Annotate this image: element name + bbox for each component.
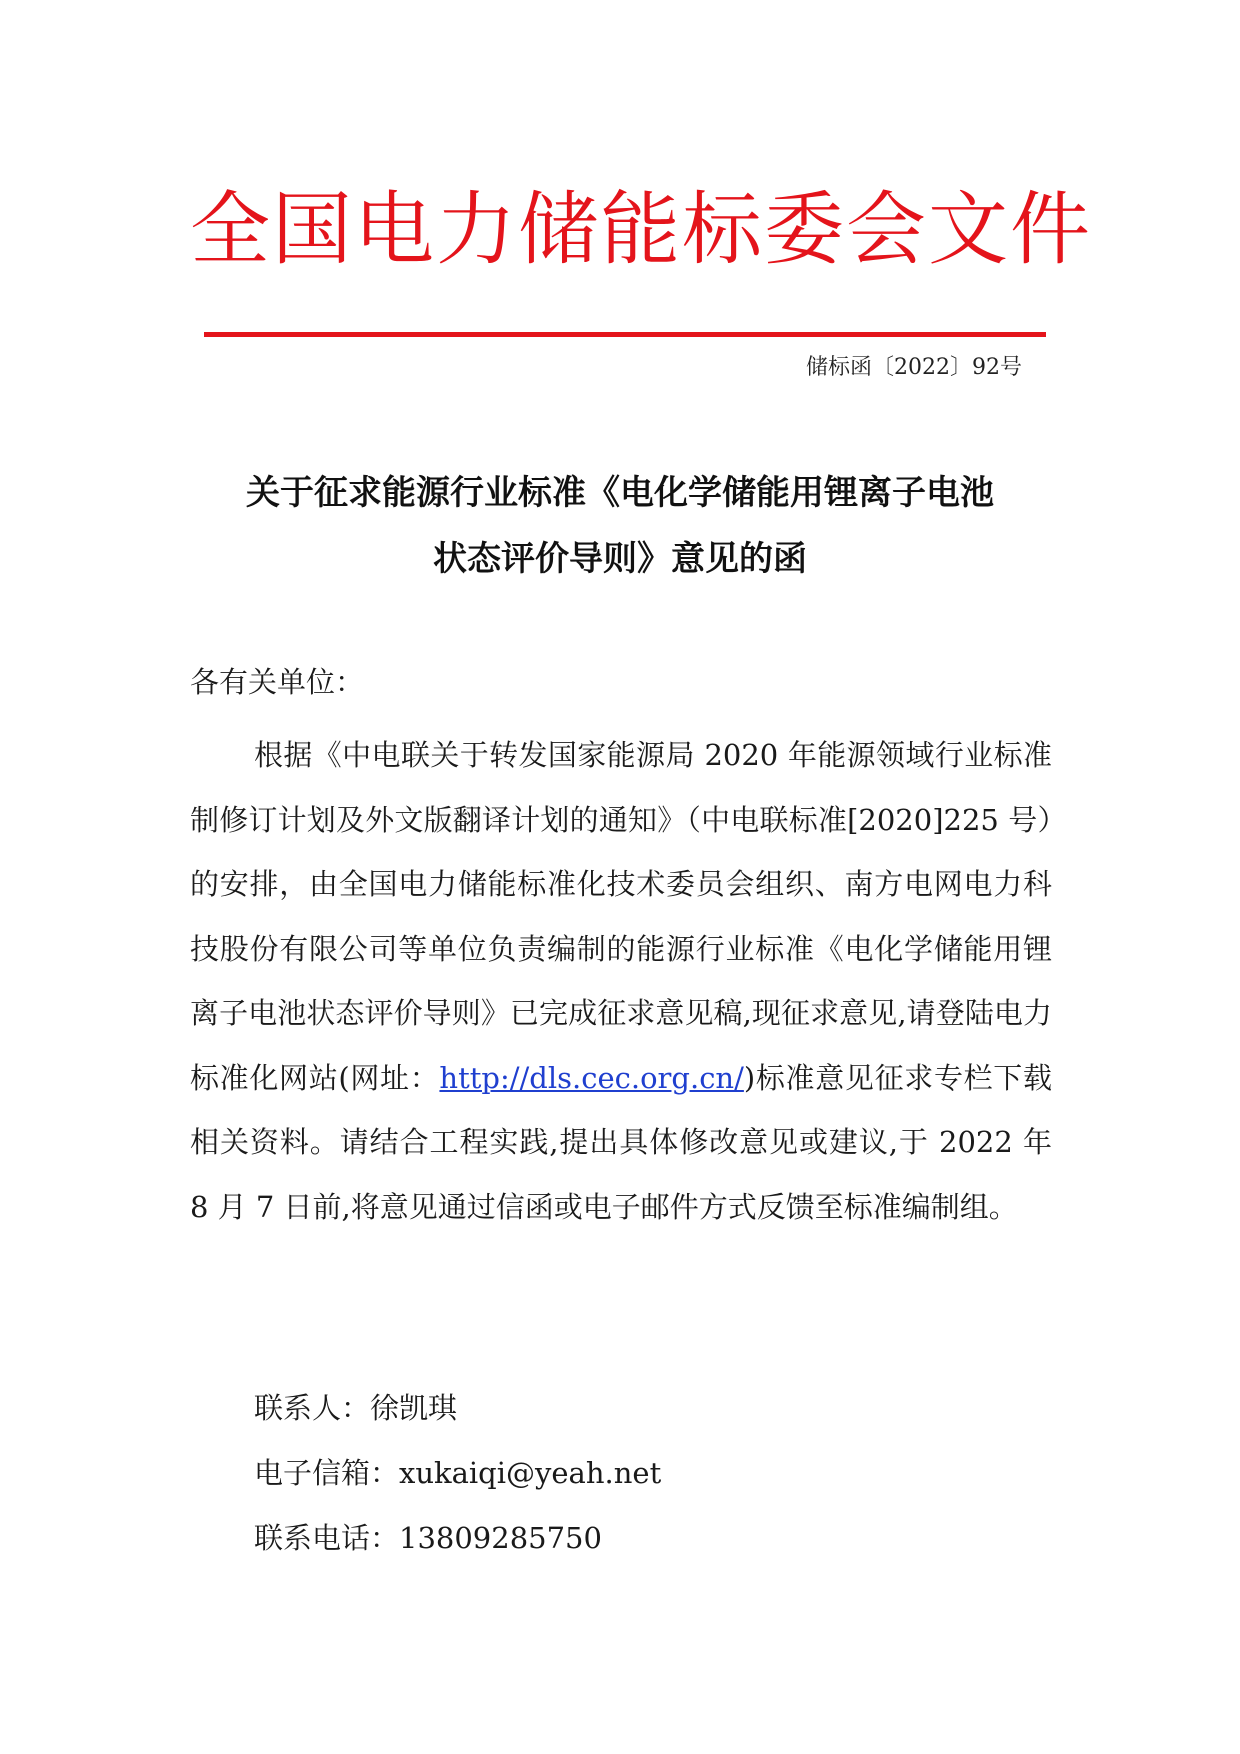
subject-line-2: 状态评价导则》意见的函 — [433, 539, 807, 579]
salutation: 各有关单位： — [190, 665, 365, 699]
red-divider-line — [204, 332, 1046, 337]
website-link[interactable]: http://dls.cec.org.cn/ — [439, 1060, 744, 1095]
letter-subject — [190, 460, 1050, 592]
subject-line-1: 关于征求能源行业标准《电化学储能用锂离子电池 — [246, 473, 994, 513]
main-paragraph — [190, 723, 1052, 1239]
document-header-title: 全国电力储能标委会文件 — [190, 183, 1092, 276]
document-number: 储标函〔2022〕92号 — [806, 355, 1022, 380]
paragraph-text-after-link: )标准意见征求专栏下载相关资料。请结合工程实践,提出具体修改意见或建议,于 2022 年 8 月 7 日前,将意见通过信函或电子邮件方式反馈至标准编制组。 — [190, 1060, 1052, 1224]
contact-person: 联系人：徐凯琪 — [254, 1391, 458, 1425]
contact-email: 电子信箱：xukaiqi@yeah.net — [254, 1456, 662, 1490]
paragraph-text-before-link: 根据《中电联关于转发国家能源局 2020 年能源领域行业标准制修订计划及外文版翻译计划的通知》（中电联标准[2020]225 号）的安排，由全国电力储能标准化技术委员会组织、南方电网电力科技股份有限公司等单位负责编制的能源行业标准《电化学储能用锂离子电池状态评价导则》已完成征求意见稿,现征求意见,请登陆电力标准化网站(网址： — [190, 738, 1052, 1095]
contact-phone: 联系电话：13809285750 — [254, 1521, 602, 1555]
